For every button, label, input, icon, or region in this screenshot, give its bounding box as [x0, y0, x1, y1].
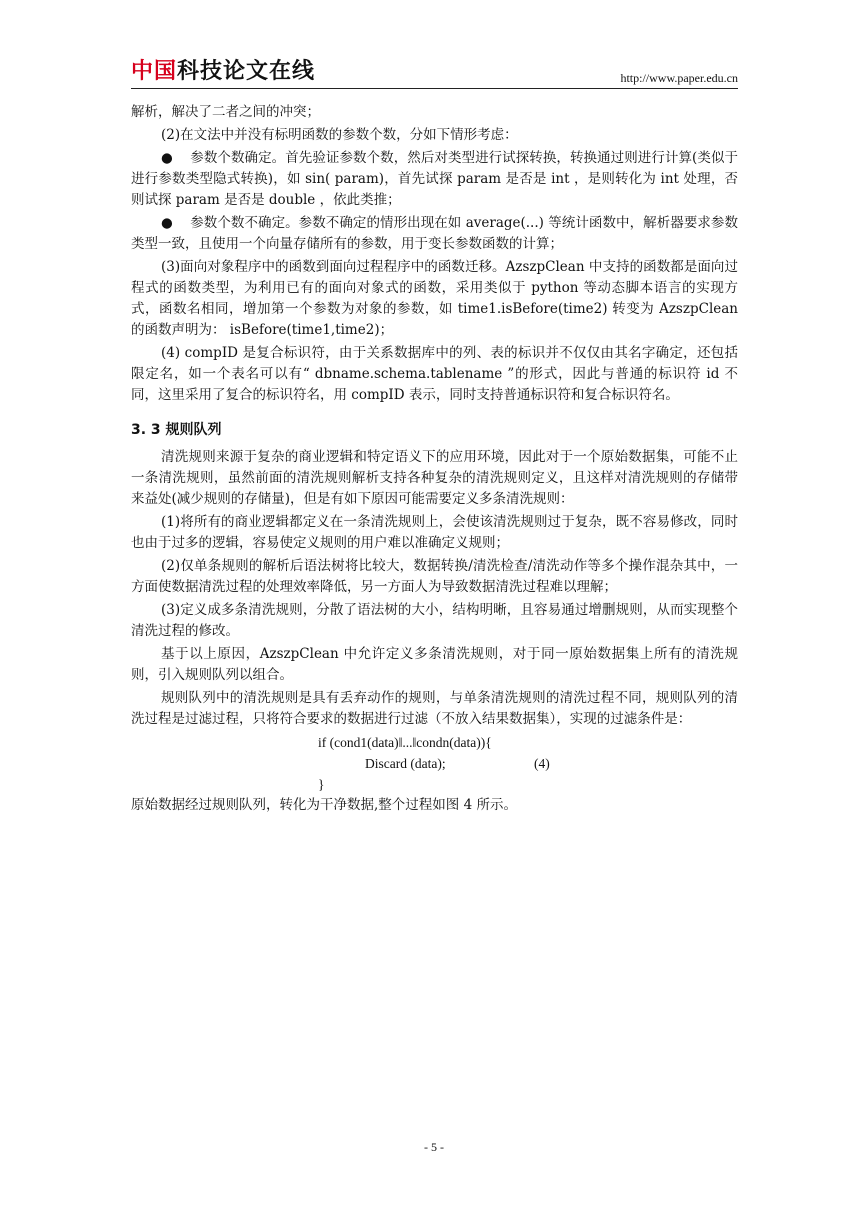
paragraph: (2)在文法中并没有标明函数的参数个数，分如下情形考虑： — [161, 127, 518, 143]
page-body — [131, 102, 738, 818]
equation-block — [131, 732, 738, 795]
journal-logo — [131, 58, 315, 86]
logo-black-text: 科技论文在线 — [177, 59, 316, 84]
logo-red-text: 中国 — [131, 59, 178, 84]
paragraph: 清洗规则来源于复杂的商业逻辑和特定语义下的应用环境，因此对于一个原始数据集，可能不止一条清洗规则，虽然前面的清洗规则解析支持各种复杂的清洗规则定义，且这样对清洗规则的存储带来益处(减少规则的存储量)，但是有如下原因可能需要定义多条清洗规则： — [131, 449, 738, 507]
equation-line: Discard (data); — [365, 756, 446, 771]
equation-number: (4) — [534, 756, 550, 771]
paragraph: (3)面向对象程序中的函数到面向过程程序中的函数迁移。AzszpClean 中支持的函数都是面向过程式的函数类型，为利用已有的面向对象式的函数，采用类似于 python 等动态脚本语言的实现方式，函数名相同，增加第一个参数为对象的参数，如 time1.isBefore(time2) 转变为 AzszpClean 的函数声明为： isBefore(time1,time2)； — [131, 259, 738, 338]
header-url[interactable]: http://www.paper.edu.cn — [620, 71, 738, 85]
page-header — [131, 58, 738, 89]
paragraph: 规则队列中的清洗规则是具有丢弃动作的规则，与单条清洗规则的清洗过程不同，规则队列的清洗过程是过滤过程，只将符合要求的数据进行过滤（不放入结果数据集），实现的过滤条件是： — [131, 690, 738, 727]
paragraph: 原始数据经过规则队列，转化为干净数据,整个过程如图 4 所示。 — [131, 797, 517, 813]
paragraph: (2)仅单条规则的解析后语法树将比较大，数据转换/清洗检查/清洗动作等多个操作混杂其中，一方面使数据清洗过程的处理效率降低，另一方面人为导致数据清洗过程难以理解； — [131, 558, 738, 595]
bullet-text: 参数个数确定。首先验证参数个数，然后对类型进行试探转换，转换通过则进行计算(类似于进行参数类型隐式转换)，如 sin( param)，首先试探 param 是否是 int ，是则转化为 int 处理，否则试探 param 是否是 double ，依此类推； — [131, 150, 739, 208]
paragraph: (4) compID 是复合标识符，由于关系数据库中的列、表的标识并不仅仅由其名字确定，还包括限定名，如一个表名可以有“ dbname.schema.tablename ”的形式，因此与普通的标识符 id 不同，这里采用了复合的标识符名，用 compID 表示，同时支持普通标识符和复合标识符名。 — [131, 345, 738, 403]
bullet-dot: ● — [161, 150, 173, 166]
bullet-text: 参数个数不确定。参数不确定的情形出现在如 average(...) 等统计函数中，解析器要求参数类型一致，且使用一个向量存储所有的参数，用于变长参数函数的计算； — [131, 215, 738, 252]
bullet-item — [131, 213, 738, 255]
equation-line: } — [318, 777, 325, 792]
paragraph: (3)定义成多条清洗规则，分散了语法树的大小，结构明晰，且容易通过增删规则，从而实现整个清洗过程的修改。 — [131, 602, 738, 639]
paragraph: 基于以上原因，AzszpClean 中允许定义多条清洗规则，对于同一原始数据集上所有的清洗规则，引入规则队列以组合。 — [131, 646, 738, 683]
paragraph: 解析，解决了二者之间的冲突； — [131, 104, 320, 120]
page-number: - 5 - — [424, 1140, 444, 1154]
bullet-dot: ● — [161, 215, 173, 231]
section-heading: 3. 3 规则队列 — [131, 422, 222, 438]
bullet-item — [131, 148, 738, 211]
equation-line: if (cond1(data)‖...‖condn(data)){ — [318, 735, 492, 750]
paragraph: (1)将所有的商业逻辑都定义在一条清洗规则上，会使该清洗规则过于复杂，既不容易修改，同时也由于过多的逻辑，容易使定义规则的用户难以准确定义规则； — [131, 514, 738, 551]
